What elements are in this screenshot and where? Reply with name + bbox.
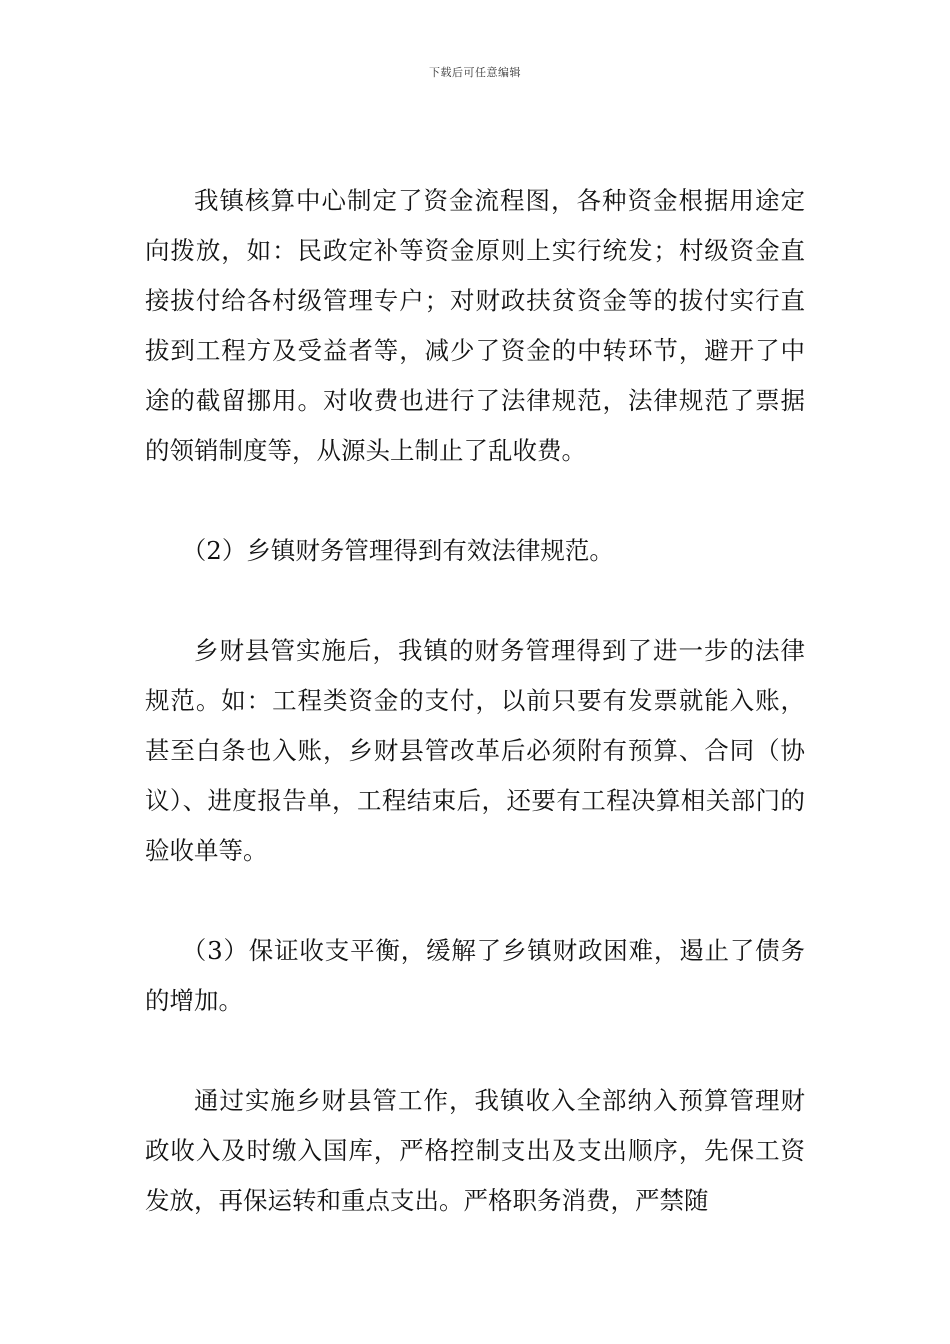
paragraph-finance-management: 乡财县管实施后，我镇的财务管理得到了进一步的法律规范。如：工程类资金的支付，以前只要有发票就能入账，甚至白条也入账，乡财县管改革后必须附有预算、合同（协议）、进度报告单，工程结束后，还要有工程决算相关部门的验收单等。 xyxy=(145,636,805,865)
paragraph-gap xyxy=(145,576,805,626)
section-heading-2: （2）乡镇财务管理得到有效法律规范。 xyxy=(181,536,614,565)
document-body xyxy=(145,176,805,1226)
paragraph-fund-flow: 我镇核算中心制定了资金流程图，各种资金根据用途定向拨放，如：民政定补等资金原则上实行统发；村级资金直接拔付给各村级管理专户；对财政扶贫资金等的拔付实行直拔到工程方及受益者等，减少了资金的中转环节，避开了中途的截留挪用。对收费也进行了法律规范，法律规范了票据的领销制度等，从源头上制止了乱收费。 xyxy=(145,186,805,465)
paragraph-gap xyxy=(145,476,805,526)
paragraph-budget-control: 通过实施乡财县管工作，我镇收入全部纳入预算管理财政收入及时缴入国库，严格控制支出及支出顺序，先保工资发放，再保运转和重点支出。严格职务消费，严禁随 xyxy=(145,1086,805,1215)
page-header: 下载后可任意编辑 xyxy=(429,66,521,79)
paragraph-gap xyxy=(145,1026,805,1076)
paragraph-gap xyxy=(145,876,805,926)
section-heading-3: （3）保证收支平衡，缓解了乡镇财政困难，遏止了债务的增加。 xyxy=(145,936,805,1015)
